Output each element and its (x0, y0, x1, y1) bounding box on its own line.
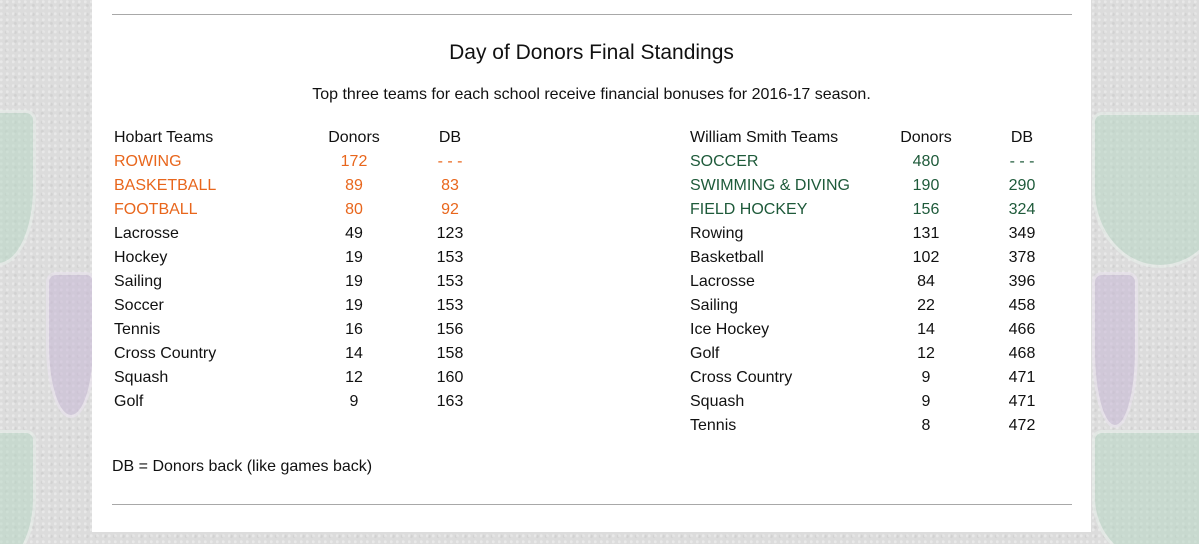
donors-count: 102 (912, 249, 940, 266)
table-row (690, 414, 1070, 438)
donors-back: 466 (1008, 321, 1036, 338)
header-db: DB (438, 129, 462, 146)
team-name: Hockey (114, 249, 168, 266)
donors-count: 12 (345, 369, 363, 386)
table-row (690, 198, 1070, 222)
donors-back: 458 (1008, 297, 1036, 314)
donors-back: 468 (1008, 345, 1036, 362)
team-name: SOCCER (690, 153, 759, 170)
donors-back: - - - (437, 153, 463, 170)
team-name: Sailing (114, 273, 163, 290)
team-name: Ice Hockey (690, 321, 770, 338)
donors-count: 19 (345, 297, 363, 314)
header-team: William Smith Teams (690, 129, 839, 146)
donors-back: 92 (441, 201, 459, 218)
table-row (690, 150, 1070, 174)
table-row (114, 150, 494, 174)
team-name: Golf (114, 393, 144, 410)
team-name: Squash (690, 393, 745, 410)
donors-count: 190 (912, 177, 940, 194)
team-name: Basketball (690, 249, 764, 266)
william-smith-standings-table (690, 126, 1070, 438)
content-card (92, 0, 1091, 532)
donors-count: 131 (912, 225, 940, 242)
table-row (114, 366, 494, 390)
page-subtitle: Top three teams for each school receive financial bonuses for 2016-17 season. (312, 86, 871, 103)
top-divider (112, 14, 1072, 15)
donors-count: 19 (345, 273, 363, 290)
donors-back: 153 (436, 249, 464, 266)
team-name: Lacrosse (690, 273, 755, 290)
donors-back: 471 (1008, 369, 1036, 386)
team-name: Rowing (690, 225, 744, 242)
donors-count: 14 (345, 345, 363, 362)
table-row (114, 222, 494, 246)
donors-back: 378 (1008, 249, 1036, 266)
team-name: ROWING (114, 153, 182, 170)
table-row (114, 198, 494, 222)
donors-back: 83 (441, 177, 459, 194)
table-header-row (114, 126, 494, 150)
donors-count: 12 (917, 345, 935, 362)
donors-back: 158 (436, 345, 464, 362)
table-row (114, 174, 494, 198)
donors-back: 153 (436, 297, 464, 314)
donors-count: 89 (345, 177, 363, 194)
team-name: Tennis (114, 321, 161, 338)
donors-count: 8 (921, 417, 931, 434)
table-row (114, 294, 494, 318)
donors-back: 396 (1008, 273, 1036, 290)
header-donors: Donors (900, 129, 952, 146)
team-name: Golf (690, 345, 720, 362)
table-header-row (690, 126, 1070, 150)
table-row (114, 270, 494, 294)
table-row (690, 390, 1070, 414)
donors-count: 9 (921, 369, 931, 386)
team-name: Tennis (690, 417, 737, 434)
right-shield-purple (1092, 272, 1138, 428)
header-team: Hobart Teams (114, 129, 214, 146)
table-row (690, 222, 1070, 246)
donors-count: 172 (340, 153, 368, 170)
donors-count: 16 (345, 321, 363, 338)
team-name: Sailing (690, 297, 739, 314)
donors-back: 290 (1008, 177, 1036, 194)
donors-count: 14 (917, 321, 935, 338)
donors-back: 349 (1008, 225, 1036, 242)
team-name: Squash (114, 369, 169, 386)
donors-count: 156 (912, 201, 940, 218)
bottom-divider (112, 504, 1072, 505)
hobart-standings-table (114, 126, 494, 414)
donors-count: 49 (345, 225, 363, 242)
table-row (690, 342, 1070, 366)
donors-back: 471 (1008, 393, 1036, 410)
table-row (690, 318, 1070, 342)
donors-back: 153 (436, 273, 464, 290)
donors-back: 324 (1008, 201, 1036, 218)
table-row (690, 294, 1070, 318)
team-name: FIELD HOCKEY (690, 201, 808, 218)
table-row (114, 342, 494, 366)
donors-count: 9 (349, 393, 359, 410)
donors-count: 22 (917, 297, 935, 314)
donors-count: 84 (917, 273, 935, 290)
right-shield-green-lower (1092, 430, 1199, 544)
donors-back: 163 (436, 393, 464, 410)
team-name: Cross Country (114, 345, 217, 362)
donors-back: - - - (1009, 153, 1035, 170)
donors-back: 123 (436, 225, 464, 242)
team-name: Lacrosse (114, 225, 179, 242)
donors-count: 80 (345, 201, 363, 218)
team-name: FOOTBALL (114, 201, 198, 218)
left-shield-purple (46, 272, 96, 418)
donors-back: 160 (436, 369, 464, 386)
table-row (690, 366, 1070, 390)
header-db: DB (1010, 129, 1034, 146)
donors-back: 472 (1008, 417, 1036, 434)
table-row (690, 270, 1070, 294)
table-row (114, 318, 494, 342)
page-title: Day of Donors Final Standings (449, 41, 734, 64)
donors-count: 9 (921, 393, 931, 410)
team-name: SWIMMING & DIVING (690, 177, 850, 194)
left-shield-green-lower (0, 430, 36, 544)
table-row (114, 390, 494, 414)
team-name: Soccer (114, 297, 164, 314)
table-row (690, 174, 1070, 198)
donors-back: 156 (436, 321, 464, 338)
donors-count: 480 (912, 153, 940, 170)
header-donors: Donors (328, 129, 380, 146)
table-row (114, 246, 494, 270)
table-row (690, 246, 1070, 270)
donors-count: 19 (345, 249, 363, 266)
db-footnote: DB = Donors back (like games back) (112, 458, 373, 475)
team-name: Cross Country (690, 369, 793, 386)
team-name: BASKETBALL (114, 177, 217, 194)
